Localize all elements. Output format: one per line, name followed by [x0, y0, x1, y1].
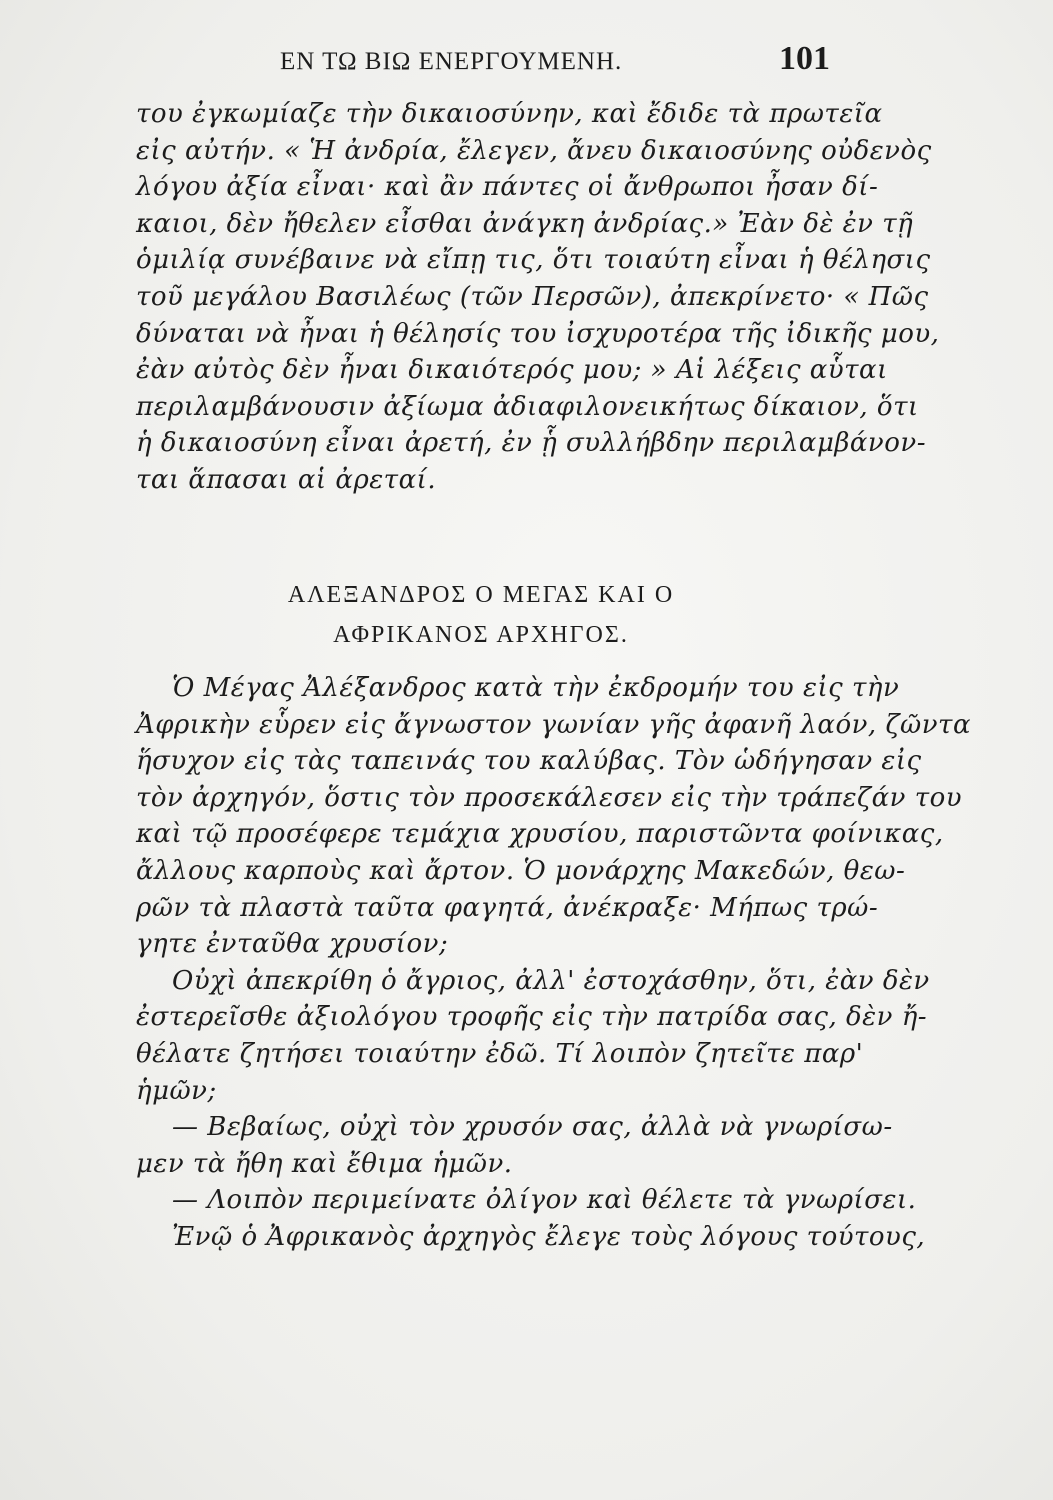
page-number: 101 [779, 40, 830, 77]
text-line: καὶ τῷ προσέφερε τεμάχια χρυσίου, παριστῶντα φοίνικας, [136, 819, 944, 850]
text-line: Ἐνῷ ὁ Ἀφρικανὸς ἀρχηγὸς ἔλεγε τοὺς λόγους τούτους, [172, 1221, 926, 1252]
running-head [130, 40, 830, 90]
text-line: Οὐχὶ ἀπεκρίθη ὁ ἄγριος, ἀλλ' ἐστοχάσθην, ὅτι, ἐὰν δὲν [172, 965, 930, 996]
text-line: τὸν ἀρχηγόν, ὅστις τὸν προσεκάλεσεν εἰς τὴν τράπεζάν του [136, 782, 963, 813]
text-line: του ἐγκωμίαζε τὴν δικαιοσύνην, καὶ ἔδιδε τὰ πρωτεῖα [136, 99, 883, 129]
section-heading-line-2: ΑΦΡΙΚΑΝΟΣ ΑΡΧΗΓΟΣ. [333, 622, 629, 648]
text-line: Ἀφρικὴν εὗρεν εἰς ἄγνωστον γωνίαν γῆς ἀφανῆ λαόν, ζῶντα [136, 709, 971, 740]
text-line: ται ἅπασαι αἱ ἀρεταί. [136, 464, 437, 495]
text-line: εἰς αὐτήν. « Ἡ ἀνδρία, ἔλεγεν, ἄνευ δικαιοσύνης οὐδενὸς [136, 135, 932, 166]
text-line: γητε ἐνταῦθα χρυσίον; [136, 929, 449, 960]
text-line: ἄλλους καρποὺς καὶ ἄρτον. Ὁ μονάρχης Μακεδών, θεω- [136, 855, 906, 886]
text-line: — Λοιπὸν περιμείνατε ὀλίγον καὶ θέλετε τὰ γνωρίσει. [172, 1185, 917, 1216]
running-title: ΕΝ ΤΩ ΒΙΩ ΕΝΕΡΓΟΥΜΕΝΗ. [280, 48, 623, 75]
text-line: ἡ δικαιοσύνη εἶναι ἀρετή, ἐν ᾗ συλλήβδην περιλαμβάνον- [136, 428, 926, 459]
text-line: — Βεβαίως, οὐχὶ τὸν χρυσόν σας, ἀλλὰ νὰ γνωρίσω- [172, 1112, 893, 1143]
text-line: δύναται νὰ ἦναι ἡ θέλησίς του ἰσχυροτέρα τῆς ἰδικῆς μου, [136, 318, 940, 349]
section-heading-line-1: ΑΛΕΞΑΝΔΡΟΣ Ο ΜΕΓΑΣ ΚΑΙ Ο [287, 582, 675, 608]
text-line: ἐὰν αὐτὸς δὲν ἦναι δικαιότερός μου; » Αἱ λέξεις αὗται [136, 355, 888, 386]
body-text-bottom [136, 670, 971, 1256]
text-line: θέλατε ζητήσει τοιαύτην ἐδῶ. Τί λοιπὸν ζητεῖτε παρ' [136, 1038, 864, 1069]
text-line: Ὁ Μέγας Ἀλέξανδρος κατὰ τὴν ἐκδρομήν του εἰς τὴν [172, 673, 900, 703]
text-line: ρῶν τὰ πλαστὰ ταῦτα φαγητά, ἀνέκραξε· Μήπως τρώ- [136, 892, 879, 923]
text-line: ὁμιλίᾳ συνέβαινε νὰ εἴπῃ τις, ὅτι τοιαύτη εἶναι ἡ θέλησις [136, 245, 931, 276]
text-line: λόγου ἀξία εἶναι· καὶ ἂν πάντες οἱ ἄνθρωποι ἦσαν δί- [136, 172, 879, 203]
text-line: ἐστερεῖσθε ἀξιολόγου τροφῆς εἰς τὴν πατρίδα σας, δὲν ἤ- [136, 1002, 928, 1033]
text-line: περιλαμβάνουσιν ἀξίωμα ἀδιαφιλονεικήτως δίκαιον, ὅτι [136, 391, 919, 422]
body-text-top [136, 96, 940, 499]
text-line: μεν τὰ ἤθη καὶ ἔθιμα ἡμῶν. [136, 1148, 513, 1179]
text-line: ἡμῶν; [136, 1075, 217, 1106]
text-line: ἥσυχον εἰς τὰς ταπεινάς του καλύβας. Τὸν ὡδήγησαν εἰς [136, 746, 922, 777]
text-line: καιοι, δὲν ἤθελεν εἶσθαι ἀνάγκη ἀνδρίας.» Ἐὰν δὲ ἐν τῇ [136, 208, 914, 239]
text-line: τοῦ μεγάλου Βασιλέως (τῶν Περσῶν), ἀπεκρίνετο· « Πῶς [136, 281, 929, 312]
